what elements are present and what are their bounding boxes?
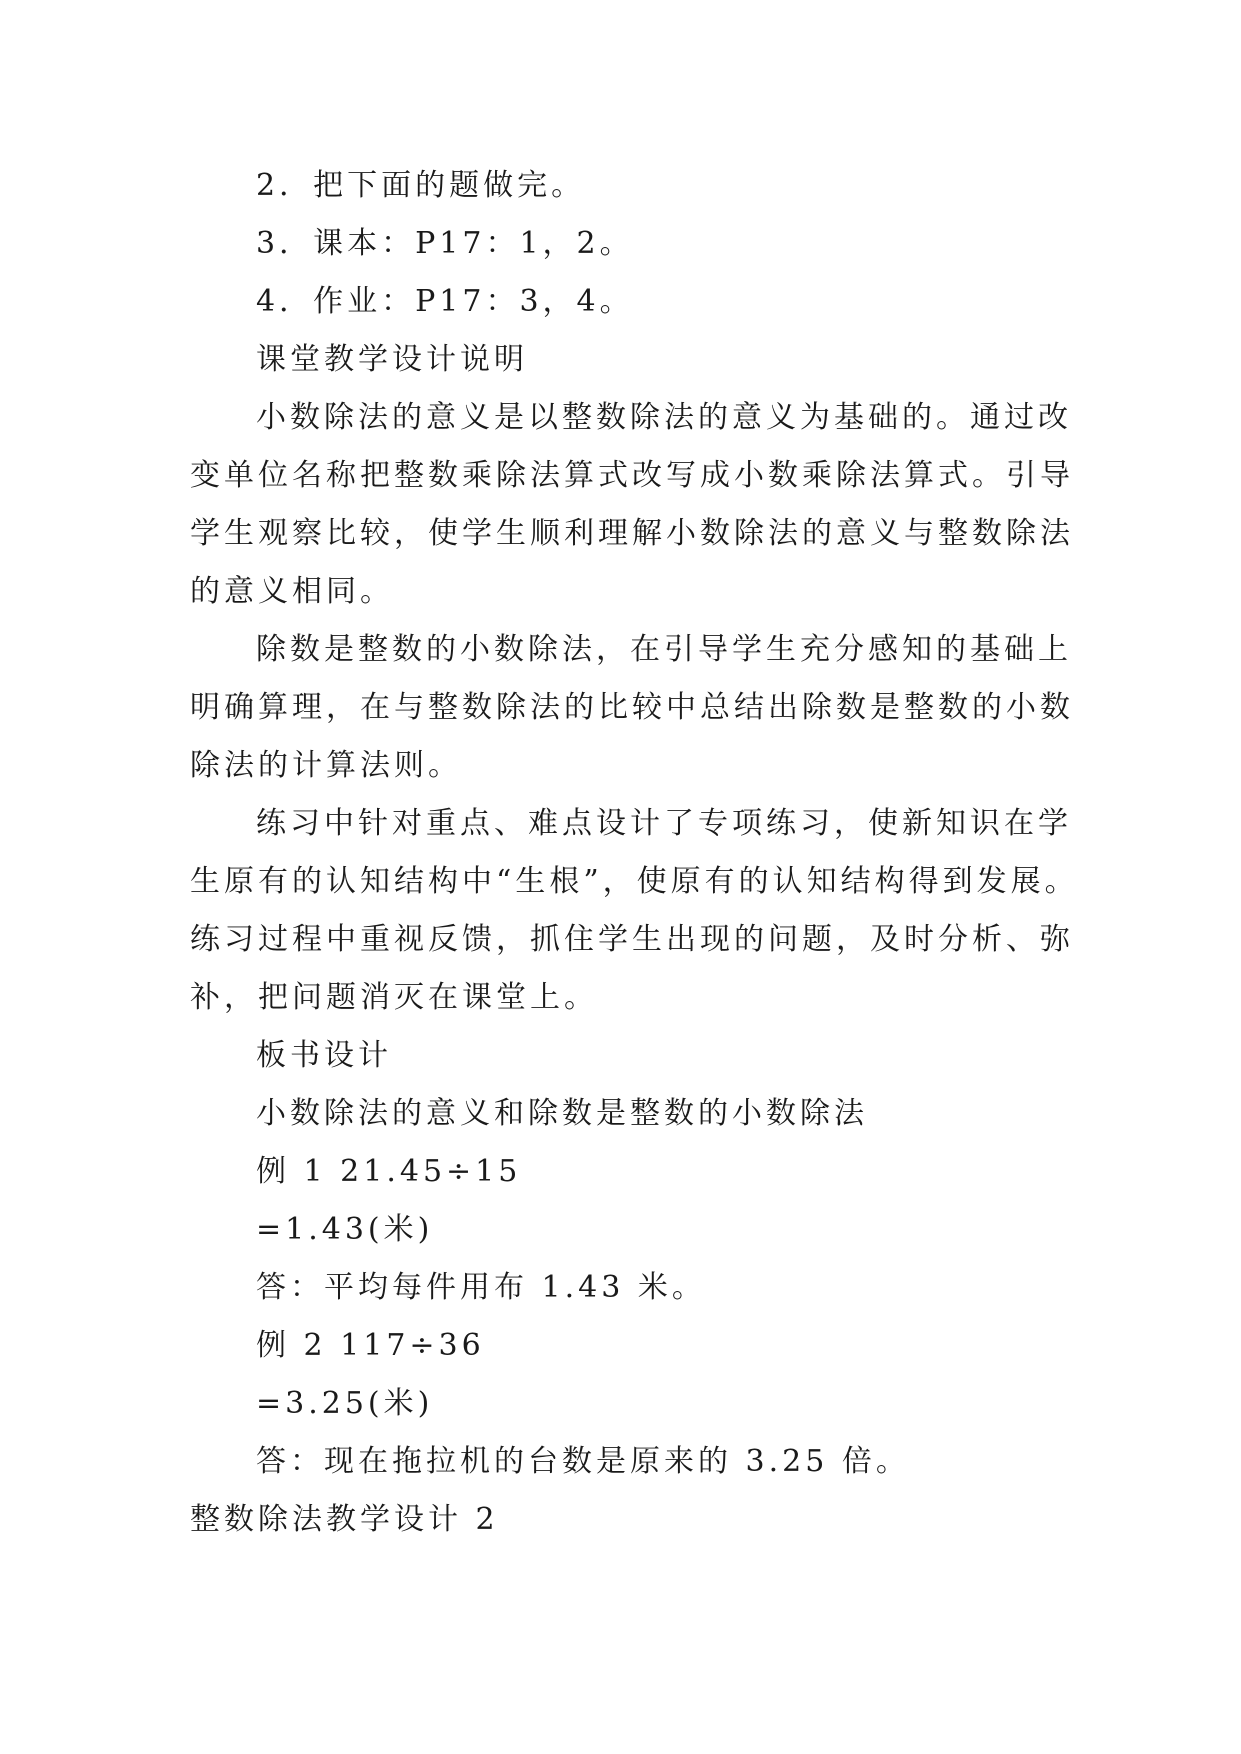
paragraph-line: 练习过程中重视反馈，抓住学生出现的问题，及时分析、弥 [190,922,1074,957]
paragraph-line: 除数是整数的小数除法，在引导学生充分感知的基础上 [256,632,1072,667]
paragraph-line: 小数除法的意义是以整数除法的意义为基础的。通过改 [256,400,1072,435]
example-1-expression: 例 1 21.45÷15 [256,1154,522,1189]
example-1-answer: 答：平均每件用布 1.43 米。 [256,1270,706,1305]
exercise-item-4: 4．作业：P17：3，4。 [256,284,634,319]
example-2-expression: 例 2 117÷36 [256,1328,485,1363]
next-section-title: 整数除法教学设计 2 [190,1502,499,1537]
paragraph-line: 除法的计算法则。 [190,748,462,783]
paragraph-line: 生原有的认知结构中“生根”，使原有的认知结构得到发展。 [190,864,1079,899]
paragraph-line: 补，把问题消灭在课堂上。 [190,980,598,1015]
paragraph-line: 变单位名称把整数乘除法算式改写成小数乘除法算式。引导 [190,458,1074,493]
example-2-answer: 答：现在拖拉机的台数是原来的 3.25 倍。 [256,1444,910,1479]
paragraph-line: 的意义相同。 [190,574,394,609]
example-1-result: =1.43(米) [256,1212,434,1247]
paragraph-line: 学生观察比较，使学生顺利理解小数除法的意义与整数除法 [190,516,1074,551]
section-heading-design-notes: 课堂教学设计说明 [256,342,528,377]
exercise-item-2: 2．把下面的题做完。 [256,168,586,203]
exercise-item-3: 3．课本：P17：1，2。 [256,226,634,261]
paragraph-line: 明确算理，在与整数除法的比较中总结出除数是整数的小数 [190,690,1074,725]
section-heading-board-design: 板书设计 [256,1038,392,1073]
example-2-result: =3.25(米) [256,1386,434,1421]
paragraph-line: 练习中针对重点、难点设计了专项练习，使新知识在学 [256,806,1072,841]
board-title: 小数除法的意义和除数是整数的小数除法 [256,1096,868,1131]
